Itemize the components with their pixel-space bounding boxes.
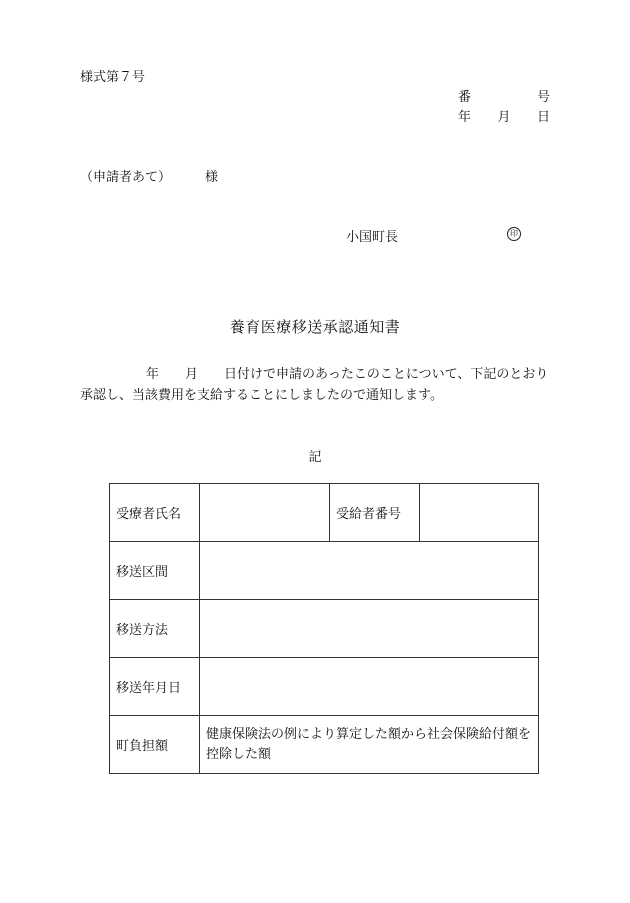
town-burden-label: 町負担額: [110, 716, 200, 774]
body-month-label: 月: [185, 367, 199, 382]
number-label-ban: 番: [458, 90, 472, 105]
transport-section-value: [200, 542, 539, 600]
table-row: [110, 542, 539, 600]
recipient-number-value: [420, 484, 539, 542]
recipient-number-label: 受給者番号: [330, 484, 420, 542]
body-paragraph: [80, 364, 552, 406]
table-row: [110, 600, 539, 658]
table-row: [110, 716, 539, 774]
town-burden-value: 健康保険法の例により算定した額から社会保険給付額を控除した額: [200, 716, 539, 774]
number-label-go: 号: [536, 90, 550, 105]
date-day-label: 日: [536, 110, 550, 125]
addressee-line: [80, 166, 218, 185]
seal-icon: 印: [507, 227, 521, 241]
addressee-name: （申請者あて）: [80, 170, 172, 185]
transport-date-label: 移送年月日: [110, 658, 200, 716]
issue-date-line: [458, 106, 550, 125]
transport-section-label: 移送区間: [110, 542, 200, 600]
document-number-line: [458, 86, 550, 105]
date-month-label: 月: [497, 110, 511, 125]
transport-date-value: [200, 658, 539, 716]
form-number: 様式第７号: [80, 70, 146, 85]
body-year-label: 年: [146, 367, 160, 382]
date-year-label: 年: [458, 110, 472, 125]
body-text: 日付けで申請のあったこのことについて、下記のとおり承認し、当該費用を支給することにしましたので通知します。: [80, 367, 549, 403]
document-title: 養育医療移送承認通知書: [229, 318, 401, 336]
transport-method-label: 移送方法: [110, 600, 200, 658]
table-row: [110, 484, 539, 542]
recipient-name-label: 受療者氏名: [110, 484, 200, 542]
addressee-honorific: 様: [205, 170, 219, 185]
ki-heading: 記: [308, 450, 322, 465]
transport-method-value: [200, 600, 539, 658]
issuer-name: 小国町長: [346, 230, 399, 245]
recipient-name-value: [200, 484, 330, 542]
table-row: [110, 658, 539, 716]
details-table: [109, 483, 539, 774]
